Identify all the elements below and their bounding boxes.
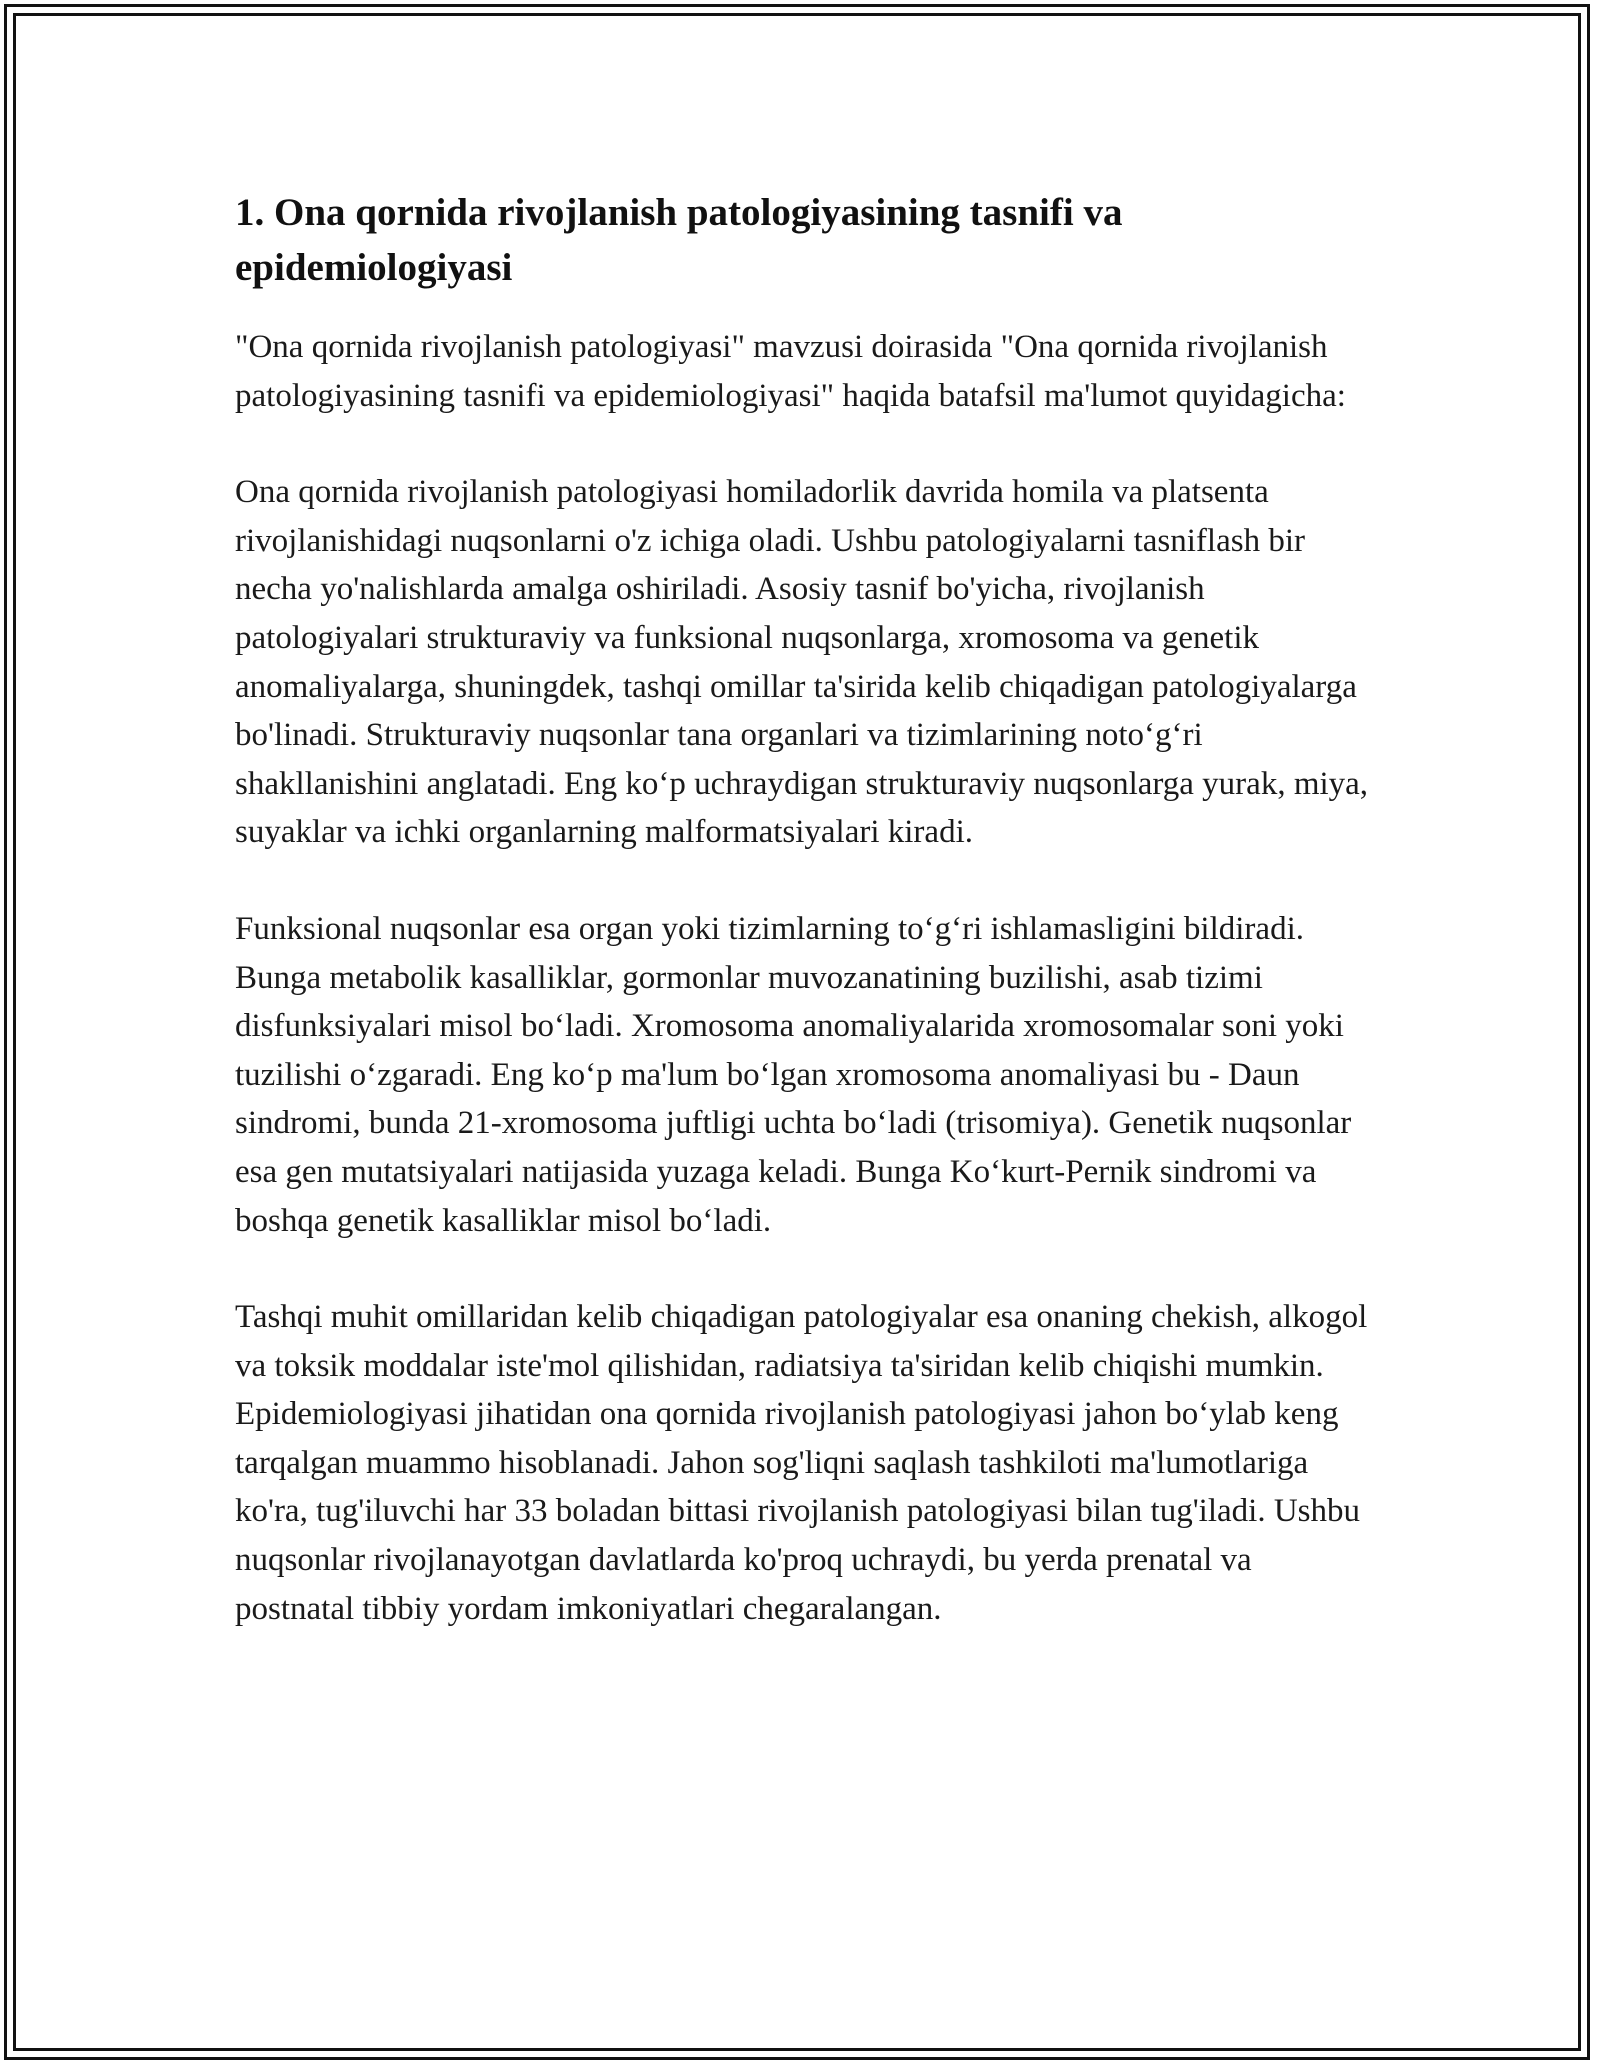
section-heading: 1. Ona qornida rivojlanish patologiyasining tasnifi va epidemiologiyasi [235, 191, 1123, 289]
paragraph-functional-defects: Funksional nuqsonlar esa organ yoki tizimlarning to‘g‘ri ishlamasligini bildiradi. Bunga metabolik kasalliklar, gormonlar muvozanatining buzilishi, asab tizimi disfunksiyalari misol bo‘ladi. Xromosoma anomaliyalarida xromosomalar soni yoki tuzilishi o‘zgaradi. Eng ko‘p ma'lum bo‘lgan xromosoma anomaliyasi bu - Daun sindromi, bunda 21-xromosoma juftligi uchta bo‘ladi (trisomiya). Genetik nuqsonlar esa gen mutatsiyalari natijasida yuzaga keladi. Bunga Ko‘kurt-Pernik sindromi va boshqa genetik kasalliklar misol bo‘ladi. [235, 910, 1352, 1239]
paragraph-classification: Ona qornida rivojlanish patologiyasi homiladorlik davrida homila va platsenta rivojlanishidagi nuqsonlarni o'z ichiga oladi. Ushbu patologiyalarni tasniflash bir necha yo'nalishlarda amalga oshiriladi. Asosiy tasnif bo'yicha, rivojlanish patologiyalari strukturaviy va funksional nuqsonlarga, xromosoma va genetik anomaliyalarga, shuningdek, tashqi omillar ta'sirida kelib chiqadigan patologiyalarga bo'linadi. Strukturaviy nuqsonlar tana organlari va tizimlarining noto‘g‘ri shakllanishini anglatadi. Eng ko‘p uchraydigan strukturaviy nuqsonlarga yurak, miya, suyaklar va ichki organlarning malformatsiyalari kiradi. [235, 474, 1369, 851]
paragraph-intro: "Ona qornida rivojlanish patologiyasi" mavzusi doirasida "Ona qornida rivojlanish patologiyasining tasnifi va epidemiologiyasi" haqida batafsil ma'lumot quyidagicha: [235, 329, 1346, 414]
paragraph-epidemiology: Tashqi muhit omillaridan kelib chiqadigan patologiyalar esa onaning chekish, alkogol va toksik moddalar iste'mol qilishidan, radiatsiya ta'siridan kelib chiqishi mumkin. Epidemiologiyasi jihatidan ona qornida rivojlanish patologiyasi jahon bo‘ylab keng tarqalgan muammo hisoblanadi. Jahon sog'liqni saqlash tashkiloti ma'lumotlariga ko'ra, tug'iluvchi har 33 boladan bittasi rivojlanish patologiyasi bilan tug'iladi. Ushbu nuqsonlar rivojlanayotgan davlatlarda ko'proq uchraydi, bu yerda prenatal va postnatal tibbiy yordam imkoniyatlari chegaralangan. [235, 1299, 1368, 1627]
document-body [235, 185, 1370, 1681]
